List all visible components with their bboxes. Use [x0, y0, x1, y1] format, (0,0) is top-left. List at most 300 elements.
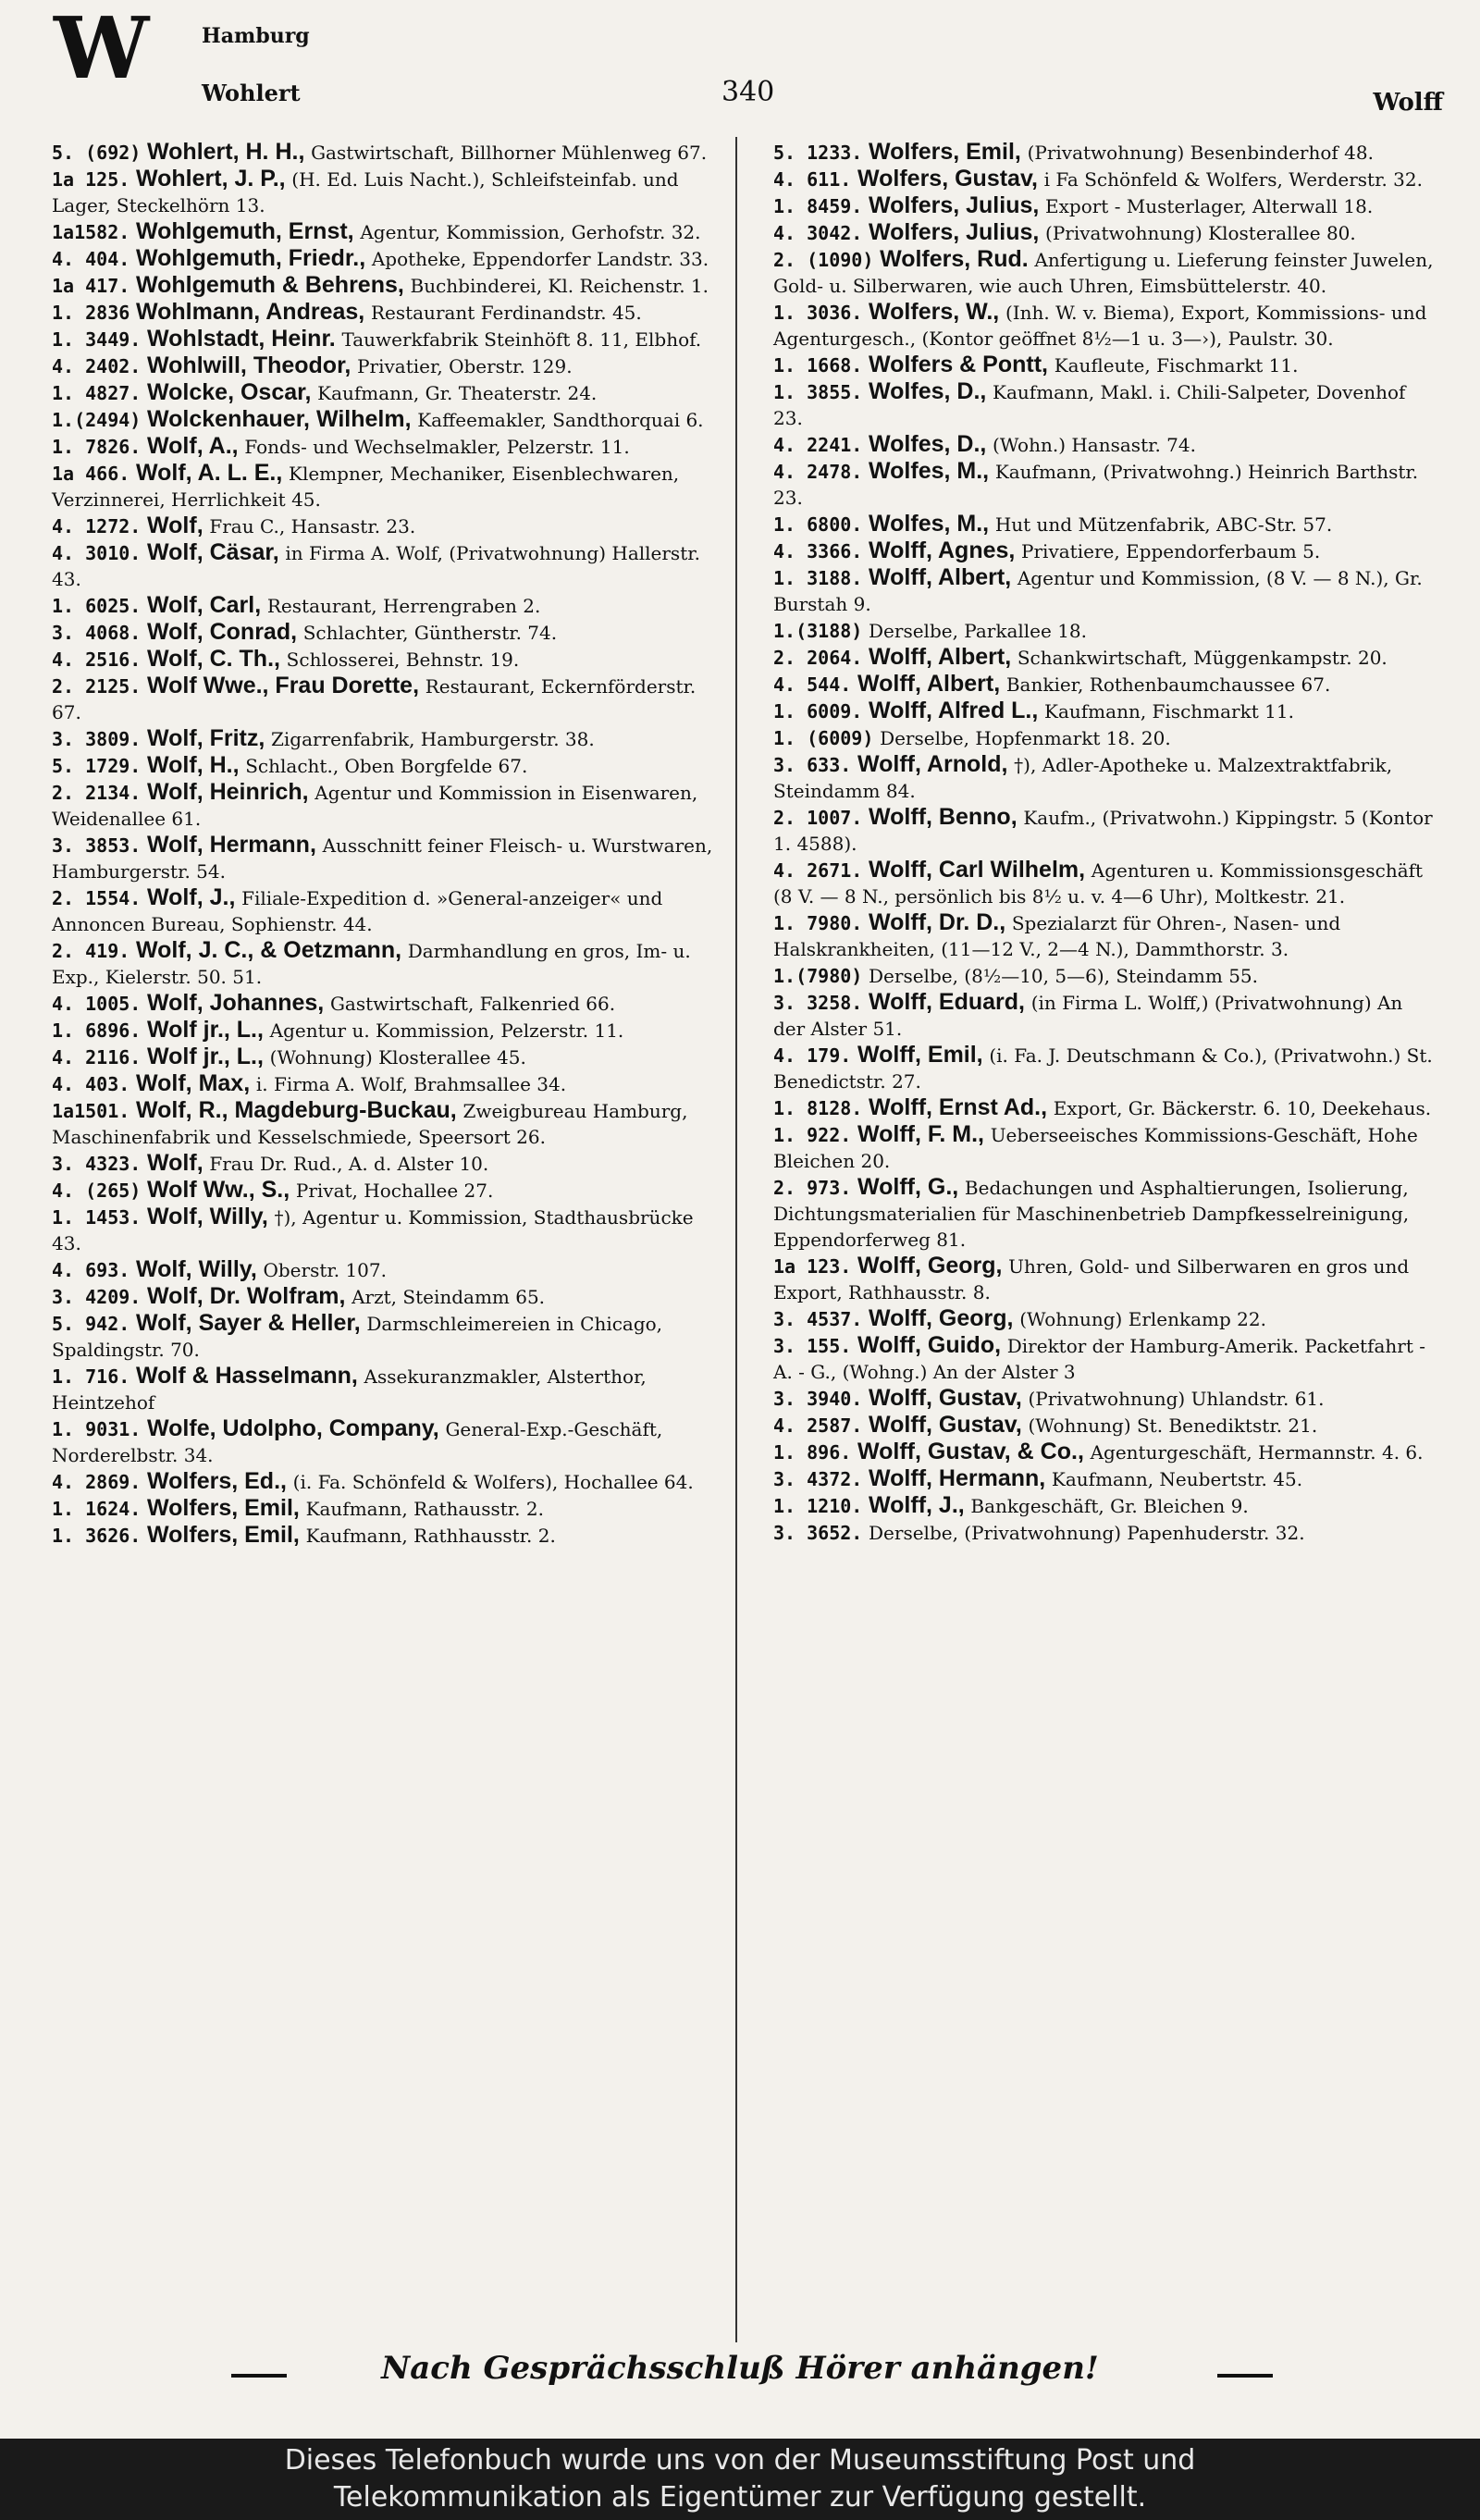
entry-number: 1. 3036.: [773, 302, 863, 324]
entry-number: 4. 3010.: [52, 542, 142, 564]
directory-entry: [773, 751, 1436, 804]
directory-entry: [52, 990, 723, 1017]
entry-detail: Restaurant, Eckernförderstr. 67.: [52, 675, 697, 723]
entry-detail: (Privatwohnung) Klosterallee 80.: [1045, 222, 1356, 244]
header-city: Hamburg: [202, 24, 310, 48]
directory-entry: [52, 1150, 723, 1177]
entry-number: 3. 4372.: [773, 1468, 863, 1490]
entry-number: 1. 896.: [773, 1441, 852, 1464]
directory-entry: [52, 1468, 723, 1495]
directory-entry: [773, 166, 1436, 192]
entry-detail: Schankwirtschaft, Müggenkampstr. 20.: [1017, 647, 1388, 669]
entry-name: Wolff, Arnold,: [857, 751, 1008, 777]
entry-name: Wohlgemuth, Friedr.,: [135, 245, 366, 271]
entry-number: 1. 4827.: [52, 382, 142, 404]
entry-detail: General-Exp.-Geschäft, Norderelbstr. 34.: [52, 1418, 663, 1466]
entry-number: 4. (265): [52, 1180, 142, 1202]
entry-detail: Kaufmann, (Privatwohng.) Heinrich Barthstr. 23.: [773, 461, 1419, 509]
entry-number: 1a1582.: [52, 221, 130, 243]
entry-name: Wolfers, Gustav,: [857, 166, 1038, 191]
entry-detail: i. Firma A. Wolf, Brahmsallee 34.: [255, 1073, 567, 1095]
entry-number: 2. 2125.: [52, 675, 142, 698]
entry-detail: Privat, Hochallee 27.: [295, 1180, 494, 1202]
directory-entry: [52, 1256, 723, 1283]
directory-entry: [52, 539, 723, 592]
entry-number: 3. 155.: [773, 1335, 852, 1357]
directory-entry: [52, 1044, 723, 1070]
directory-entry: [52, 752, 723, 779]
entry-detail: Derselbe, (8½—10, 5—6), Steindamm 55.: [869, 965, 1259, 987]
entry-detail: (H. Ed. Luis Nacht.), Schleifsteinfab. und Lager, Steckelhörn 13.: [52, 168, 679, 216]
directory-entry: [52, 1070, 723, 1097]
entry-number: 4. 403.: [52, 1073, 130, 1095]
directory-entry: [773, 246, 1436, 299]
entry-detail: Ausschnitt feiner Fleisch- u. Wurstwaren, Hamburgerstr. 54.: [52, 834, 713, 883]
entry-detail: (i. Fa. J. Deutschmann & Co.), (Privatwohn.) St. Benedictstr. 27.: [773, 1044, 1433, 1093]
entry-detail: Restaurant Ferdinandstr. 45.: [370, 302, 642, 324]
entry-name: Wolfe, Udolpho, Company,: [147, 1415, 439, 1441]
entry-name: Wolff, Gustav,: [869, 1385, 1022, 1411]
entry-number: 4. 1272.: [52, 515, 142, 537]
header-first-name: Wohlert: [202, 80, 301, 106]
entry-detail: Kaufmann, Rathausstr. 2.: [305, 1498, 544, 1520]
footer-slogan: Nach Gesprächsschluß Hörer anhängen!: [381, 2350, 1099, 2387]
entry-name: Wolckenhauer, Wilhelm,: [147, 406, 412, 432]
directory-entry: [52, 884, 723, 937]
entry-detail: Frau C., Hansastr. 23.: [209, 515, 416, 537]
directory-entry: [52, 166, 723, 218]
entry-detail: Buchbinderei, Kl. Reichenstr. 1.: [410, 275, 709, 297]
entry-detail: Darmhandlung en gros, Im- u. Exp., Kielerstr. 50. 51.: [52, 940, 691, 988]
entry-name: Wolff, Georg,: [857, 1253, 1003, 1279]
entry-name: Wolfers, Rud.: [880, 246, 1029, 272]
entry-number: 1.(2494): [52, 409, 142, 431]
directory-entry: [773, 1519, 1436, 1546]
directory-entry: [52, 1415, 723, 1468]
entry-detail: in Firma A. Wolf, (Privatwohnung) Hallerstr. 43.: [52, 542, 700, 590]
entry-name: Wolf, Carl,: [147, 592, 262, 618]
entry-detail: Bankgeschäft, Gr. Bleichen 9.: [970, 1495, 1249, 1517]
directory-entry: [773, 617, 1436, 644]
directory-entry: [773, 1412, 1436, 1439]
entry-number: 4. 2587.: [773, 1414, 863, 1437]
entry-name: Wolff, Albert,: [857, 671, 1001, 697]
entry-name: Wohlgemuth, Ernst,: [135, 218, 354, 244]
entry-name: Wolff, F. M.,: [857, 1121, 984, 1147]
entry-name: Wolff, Ernst Ad.,: [869, 1094, 1048, 1120]
entry-name: Wolff, G.,: [857, 1174, 959, 1200]
entry-number: 4. 611.: [773, 168, 852, 191]
entry-detail: Zigarrenfabrik, Hamburgerstr. 38.: [271, 728, 595, 750]
entry-number: 2. 1554.: [52, 887, 142, 909]
directory-entry: [773, 804, 1436, 857]
entry-name: Wohlmann, Andreas,: [135, 299, 365, 325]
entry-number: 3. 4209.: [52, 1286, 142, 1308]
entry-detail: Assekuranzmakler, Alsterthor, Heintzehof: [52, 1365, 647, 1414]
entry-number: 4. 2402.: [52, 355, 142, 377]
entry-name: Wolff, Agnes,: [869, 537, 1016, 563]
entry-name: Wolff, Gustav,: [869, 1412, 1022, 1438]
directory-entry: [52, 1017, 723, 1044]
entry-number: 4. 404.: [52, 248, 130, 270]
directory-entry: [52, 673, 723, 725]
entry-number: 1. 7980.: [773, 912, 863, 934]
entry-detail: Privatier, Oberstr. 129.: [357, 355, 573, 377]
entry-number: 3. 4068.: [52, 622, 142, 644]
entry-name: Wolcke, Oscar,: [147, 379, 312, 405]
entry-detail: Gastwirtschaft, Falkenried 66.: [329, 993, 616, 1015]
entry-detail: Filiale-Expedition d. »General-anzeiger« und Annoncen Bureau, Sophienstr. 44.: [52, 887, 663, 935]
entry-detail: Privatiere, Eppendorferbaum 5.: [1021, 540, 1321, 562]
entry-number: 1a 125.: [52, 168, 130, 191]
entry-number: 3. 633.: [773, 754, 852, 776]
column-divider: [735, 137, 737, 2342]
entry-number: 1. 1210.: [773, 1495, 863, 1517]
entry-detail: Kaufmann, Rathhausstr. 2.: [305, 1525, 556, 1547]
entry-name: Wolfes, M.,: [869, 458, 990, 484]
entry-detail: Oberstr. 107.: [263, 1259, 387, 1281]
directory-entry: [773, 909, 1436, 962]
entry-number: 4. 2671.: [773, 859, 863, 882]
entry-name: Wolf & Hasselmann,: [135, 1363, 358, 1389]
entry-name: Wolf, Willy,: [147, 1204, 268, 1229]
entry-number: 2. 2064.: [773, 647, 863, 669]
entry-name: Wolff, Carl Wilhelm,: [869, 857, 1086, 883]
entry-detail: Schlosserei, Behnstr. 19.: [286, 649, 520, 671]
entry-number: 1. 9031.: [52, 1418, 142, 1440]
entry-name: Wolf, Conrad,: [147, 619, 298, 645]
directory-entry: [52, 1097, 723, 1150]
entry-detail: Derselbe, (Privatwohnung) Papenhuderstr. 32.: [869, 1522, 1305, 1544]
entry-detail: Agentur und Kommission, (8 V. — 8 N.), Gr. Burstah 9.: [773, 567, 1423, 615]
directory-entry: [773, 857, 1436, 909]
directory-entry: [52, 1310, 723, 1363]
header-last-name: Wolff: [1373, 89, 1443, 117]
directory-entry: [773, 671, 1436, 698]
entry-name: Wolf,: [147, 513, 204, 538]
directory-entry: [773, 537, 1436, 564]
directory-entry: [52, 218, 723, 245]
directory-entry: [773, 698, 1436, 724]
entry-name: Wolff, Gustav, & Co.,: [857, 1439, 1084, 1464]
entry-detail: Restaurant, Herrengraben 2.: [266, 595, 541, 617]
entry-name: Wolff, Benno,: [869, 804, 1018, 830]
entry-name: Wolff, Guido,: [857, 1332, 1002, 1358]
entry-name: Wolf jr., L.,: [147, 1017, 264, 1043]
directory-entry: [52, 1204, 723, 1256]
entry-name: Wolf, Hermann,: [147, 832, 316, 858]
entry-number: 4. 1005.: [52, 993, 142, 1015]
entry-name: Wohlgemuth & Behrens,: [135, 272, 404, 298]
entry-detail: Fonds- und Wechselmakler, Pelzerstr. 11.: [244, 436, 630, 458]
entry-number: 4. 3042.: [773, 222, 863, 244]
caption-line-1: Dieses Telefonbuch wurde uns von der Museumsstiftung Post und: [284, 2444, 1196, 2477]
entry-detail: (Wohnung) Erlenkamp 22.: [1019, 1308, 1266, 1330]
directory-entry: [52, 272, 723, 299]
directory-entry: [52, 433, 723, 460]
directory-entry: [773, 644, 1436, 671]
directory-entry: [773, 962, 1436, 989]
directory-entry: [52, 1283, 723, 1310]
entry-name: Wolfers, W.,: [869, 299, 1000, 325]
section-letter: W: [54, 0, 150, 98]
entry-detail: Apotheke, Eppendorfer Landstr. 33.: [371, 248, 709, 270]
entry-number: 1. 6009.: [773, 700, 863, 723]
entry-number: 1. 8128.: [773, 1097, 863, 1119]
directory-entry: [773, 511, 1436, 537]
entry-detail: Kaufleute, Fischmarkt 11.: [1054, 354, 1299, 377]
entry-detail: Bedachungen und Asphaltierungen, Isolierung, Dichtungsmaterialien für Maschinenbetrieb Dampfkesselreinigung, Eppendorferweg 81.: [773, 1177, 1410, 1251]
entry-name: Wolfers & Pontt,: [869, 352, 1048, 377]
entry-detail: Agentur und Kommission in Eisenwaren, Weidenallee 61.: [52, 782, 698, 830]
entry-detail: Schlachter, Güntherstr. 74.: [302, 622, 558, 644]
entry-number: 3. 3258.: [773, 992, 863, 1014]
entry-number: 4. 2516.: [52, 649, 142, 671]
entry-number: 1. 3449.: [52, 328, 142, 351]
entry-name: Wolff, J.,: [869, 1492, 965, 1518]
directory-entry: [773, 1465, 1436, 1492]
entry-number: 4. 544.: [773, 673, 852, 696]
entry-detail: Gastwirtschaft, Billhorner Mühlenweg 67.: [311, 142, 708, 164]
entry-detail: Schlacht., Oben Borgfelde 67.: [245, 755, 528, 777]
entry-number: 1. 7826.: [52, 436, 142, 458]
entry-number: 4. 693.: [52, 1259, 130, 1281]
entry-name: Wohlert, H. H.,: [147, 139, 305, 165]
entry-name: Wolff, Georg,: [869, 1305, 1014, 1331]
entry-number: 2. 1007.: [773, 807, 863, 829]
entry-number: 1. 8459.: [773, 195, 863, 217]
directory-entry: [52, 513, 723, 539]
entry-detail: Agentur u. Kommission, Pelzerstr. 11.: [269, 1019, 624, 1042]
caption-line-2: Telekommunikation als Eigentümer zur Verfügung gestellt.: [333, 2481, 1147, 2514]
directory-entry: [773, 192, 1436, 219]
directory-entry: [773, 1094, 1436, 1121]
entry-number: 4. 2116.: [52, 1046, 142, 1069]
page-header: [0, 0, 1480, 130]
entry-detail: Derselbe, Parkallee 18.: [869, 620, 1088, 642]
directory-entry: [52, 406, 723, 433]
directory-entry: [52, 937, 723, 990]
entry-name: Wolff, Hermann,: [869, 1465, 1046, 1491]
entry-number: 4. 2241.: [773, 434, 863, 456]
entry-name: Wolf, A. L. E.,: [135, 460, 283, 486]
entry-number: 4. 179.: [773, 1044, 852, 1067]
entry-detail: (Privatwohnung) Besenbinderhof 48.: [1027, 142, 1374, 164]
entry-number: 1. 716.: [52, 1365, 130, 1388]
entry-number: 4. 2478.: [773, 461, 863, 483]
directory-entry: [773, 139, 1436, 166]
entry-detail: Ueberseeisches Kommissions-Geschäft, Hohe Bleichen 20.: [773, 1124, 1418, 1172]
entry-name: Wolf, J.,: [147, 884, 236, 910]
entry-name: Wolf, Sayer & Heller,: [135, 1310, 361, 1336]
entry-detail: Export - Musterlager, Alterwall 18.: [1045, 195, 1374, 217]
entry-number: 1. 2836: [52, 302, 130, 324]
entry-name: Wolf, Cäsar,: [147, 539, 279, 565]
entry-name: Wolff, Eduard,: [869, 989, 1025, 1015]
entry-detail: (Privatwohnung) Uhlandstr. 61.: [1028, 1388, 1325, 1410]
entry-detail: Agenturgeschäft, Hermannstr. 4. 6.: [1090, 1441, 1424, 1464]
entry-number: 5. 1729.: [52, 755, 142, 777]
entry-name: Wolf, C. Th.,: [147, 646, 280, 672]
directory-entry: [52, 592, 723, 619]
entry-detail: Bankier, Rothenbaumchaussee 67.: [1005, 673, 1331, 696]
entry-name: Wolff, Emil,: [857, 1042, 983, 1068]
entry-number: 1. 1668.: [773, 354, 863, 377]
entry-detail: Kaufm., (Privatwohn.) Kippingstr. 5 (Kontor 1. 4588).: [773, 807, 1433, 855]
entry-number: 1. 6025.: [52, 595, 142, 617]
directory-entry: [773, 1174, 1436, 1253]
directory-entry: [773, 724, 1436, 751]
directory-entry: [773, 458, 1436, 511]
entry-detail: Kaffeemakler, Sandthorquai 6.: [417, 409, 704, 431]
entry-detail: Kaufmann, Gr. Theaterstr. 24.: [317, 382, 598, 404]
entry-detail: (Wohn.) Hansastr. 74.: [993, 434, 1196, 456]
entry-detail: Export, Gr. Bäckerstr. 6. 10, Deekehaus.: [1053, 1097, 1432, 1119]
entry-number: 3. 3652.: [773, 1522, 863, 1544]
directory-entry: [773, 564, 1436, 617]
entry-detail: (i. Fa. Schönfeld & Wolfers), Hochallee 64.: [292, 1471, 694, 1493]
entry-detail: Anfertigung u. Lieferung feinster Juwelen, Gold- u. Silberwaren, wie auch Uhren, Eimsbüttelerstr. 40.: [773, 249, 1434, 297]
directory-entry: [773, 1042, 1436, 1094]
entry-name: Wohlstadt, Heinr.: [147, 326, 336, 352]
directory-entry: [52, 352, 723, 379]
entry-name: Wolf Ww., S.,: [147, 1177, 290, 1203]
directory-entry: [773, 378, 1436, 431]
entry-number: 2. 2134.: [52, 782, 142, 804]
entry-detail: Darmschleimereien in Chicago, Spaldingstr. 70.: [52, 1313, 663, 1361]
entry-number: 1. 6896.: [52, 1019, 142, 1042]
entry-number: 1. 6800.: [773, 513, 863, 536]
entry-name: Wolff, Albert,: [869, 564, 1012, 590]
entry-number: 4. 3366.: [773, 540, 863, 562]
entry-number: 3. 4323.: [52, 1153, 142, 1175]
directory-entry: [52, 326, 723, 352]
entry-detail: Agentur, Kommission, Gerhofstr. 32.: [360, 221, 701, 243]
entry-name: Wolff, Albert,: [869, 644, 1012, 670]
entry-name: Wolf, A.,: [147, 433, 239, 459]
directory-entry: [52, 1495, 723, 1522]
entry-number: 1. 922.: [773, 1124, 852, 1146]
page-number: 340: [722, 76, 775, 108]
entry-name: Wolf, J. C., & Oetzmann,: [135, 937, 402, 963]
entry-number: 1. 3626.: [52, 1525, 142, 1547]
entry-name: Wolf, Heinrich,: [147, 779, 309, 805]
directory-entry: [52, 245, 723, 272]
entry-detail: Direktor der Hamburg-Amerik. Packetfahrt - A. - G., (Wohng.) An der Alster 3: [773, 1335, 1425, 1383]
entry-number: 1a 123.: [773, 1255, 852, 1278]
entry-detail: Spezialarzt für Ohren-, Nasen- und Halskrankheiten, (11—12 V., 2—4 N.), Dammthorstr. 3.: [773, 912, 1341, 960]
entry-name: Wolfers, Julius,: [869, 192, 1040, 218]
entry-name: Wolf Wwe., Frau Dorette,: [147, 673, 420, 698]
entry-number: 3. 3853.: [52, 834, 142, 857]
entry-detail: (Wohnung) Klosterallee 45.: [269, 1046, 526, 1069]
right-column: [773, 139, 1436, 1546]
directory-entry: [773, 219, 1436, 246]
footer-dash-right: [1217, 2374, 1273, 2378]
entry-detail: Tauwerkfabrik Steinhöft 8. 11, Elbhof.: [341, 328, 702, 351]
entry-number: 1a 466.: [52, 463, 130, 485]
entry-name: Wolf, Willy,: [135, 1256, 257, 1282]
entry-number: 5. (692): [52, 142, 142, 164]
directory-entry: [773, 1439, 1436, 1465]
directory-entry: [773, 299, 1436, 352]
entry-detail: Klempner, Mechaniker, Eisenblechwaren, Verzinnerei, Herrlichkeit 45.: [52, 463, 680, 511]
entry-detail: Agenturen u. Kommissionsgeschäft (8 V. — 8 N., persönlich bis 8½ u. v. 4—6 Uhr), Moltkestr. 21.: [773, 859, 1424, 908]
entry-name: Wolfes, M.,: [869, 511, 990, 537]
directory-entry: [52, 646, 723, 673]
entry-number: 5. 1233.: [773, 142, 863, 164]
entry-number: 1. 1624.: [52, 1498, 142, 1520]
directory-entry: [52, 1522, 723, 1549]
directory-entry: [52, 832, 723, 884]
directory-entry: [52, 139, 723, 166]
directory-entry: [52, 1363, 723, 1415]
entry-name: Wolf, Johannes,: [147, 990, 325, 1016]
entry-detail: Kaufmann, Makl. i. Chili-Salpeter, Dovenhof 23.: [773, 381, 1406, 429]
left-column: [52, 139, 723, 1549]
entry-number: 2. 419.: [52, 940, 130, 962]
entry-name: Wolfers, Emil,: [147, 1522, 300, 1548]
archive-caption: [0, 2439, 1480, 2520]
entry-detail: Hut und Mützenfabrik, ABC-Str. 57.: [994, 513, 1333, 536]
entry-detail: Frau Dr. Rud., A. d. Alster 10.: [209, 1153, 489, 1175]
directory-entry: [52, 779, 723, 832]
entry-number: 1a1501.: [52, 1100, 130, 1122]
entry-detail: †), Agentur u. Kommission, Stadthausbrücke 43.: [52, 1206, 694, 1254]
entry-number: 1. 3855.: [773, 381, 863, 403]
entry-number: 1. 1453.: [52, 1206, 142, 1229]
entry-number: 3. 3809.: [52, 728, 142, 750]
entry-name: Wolfers, Julius,: [869, 219, 1040, 245]
directory-entry: [52, 379, 723, 406]
directory-entry: [773, 1492, 1436, 1519]
entry-name: Wolfers, Emil,: [147, 1495, 300, 1521]
directory-entry: [52, 299, 723, 326]
entry-name: Wolfes, D.,: [869, 378, 987, 404]
entry-number: 1. (6009): [773, 727, 874, 749]
entry-detail: Zweigbureau Hamburg, Maschinenfabrik und Kesselschmiede, Speersort 26.: [52, 1100, 688, 1148]
entry-name: Wolf, Dr. Wolfram,: [147, 1283, 346, 1309]
entry-name: Wohlert, J. P.,: [135, 166, 286, 191]
entry-detail: †), Adler-Apotheke u. Malzextraktfabrik, Steindamm 84.: [773, 754, 1393, 802]
entry-name: Wolf jr., L.,: [147, 1044, 264, 1069]
directory-entry: [773, 1305, 1436, 1332]
entry-name: Wolfes, D.,: [869, 431, 987, 457]
entry-number: 2. (1090): [773, 249, 874, 271]
directory-entry: [52, 619, 723, 646]
entry-number: 3. 3940.: [773, 1388, 863, 1410]
entry-number: 5. 942.: [52, 1313, 130, 1335]
entry-number: 1. 3188.: [773, 567, 863, 589]
entry-name: Wolfers, Ed.,: [147, 1468, 287, 1494]
entry-detail: (in Firma L. Wolff,) (Privatwohnung) An der Alster 51.: [773, 992, 1403, 1040]
directory-entry: [52, 725, 723, 752]
directory-entry: [773, 1385, 1436, 1412]
entry-name: Wolf, H.,: [147, 752, 240, 778]
entry-detail: Kaufmann, Neubertstr. 45.: [1051, 1468, 1303, 1490]
directory-entry: [773, 989, 1436, 1042]
entry-number: 3. 4537.: [773, 1308, 863, 1330]
entry-number: 1.(3188): [773, 620, 863, 642]
entry-detail: Arzt, Steindamm 65.: [352, 1286, 546, 1308]
entry-detail: (Inh. W. v. Biema), Export, Kommissions- und Agenturgesch., (Kontor geöffnet 8½—1 u. 3—›), Paulstr. 30.: [773, 302, 1427, 350]
entry-name: Wolf,: [147, 1150, 204, 1176]
entry-name: Wolf, Max,: [135, 1070, 251, 1096]
directory-entry: [773, 352, 1436, 378]
entry-name: Wolff, Alfred L.,: [869, 698, 1039, 723]
entry-detail: Uhren, Gold- und Silberwaren en gros und Export, Rathhausstr. 8.: [773, 1255, 1410, 1303]
entry-number: 1a 417.: [52, 275, 130, 297]
